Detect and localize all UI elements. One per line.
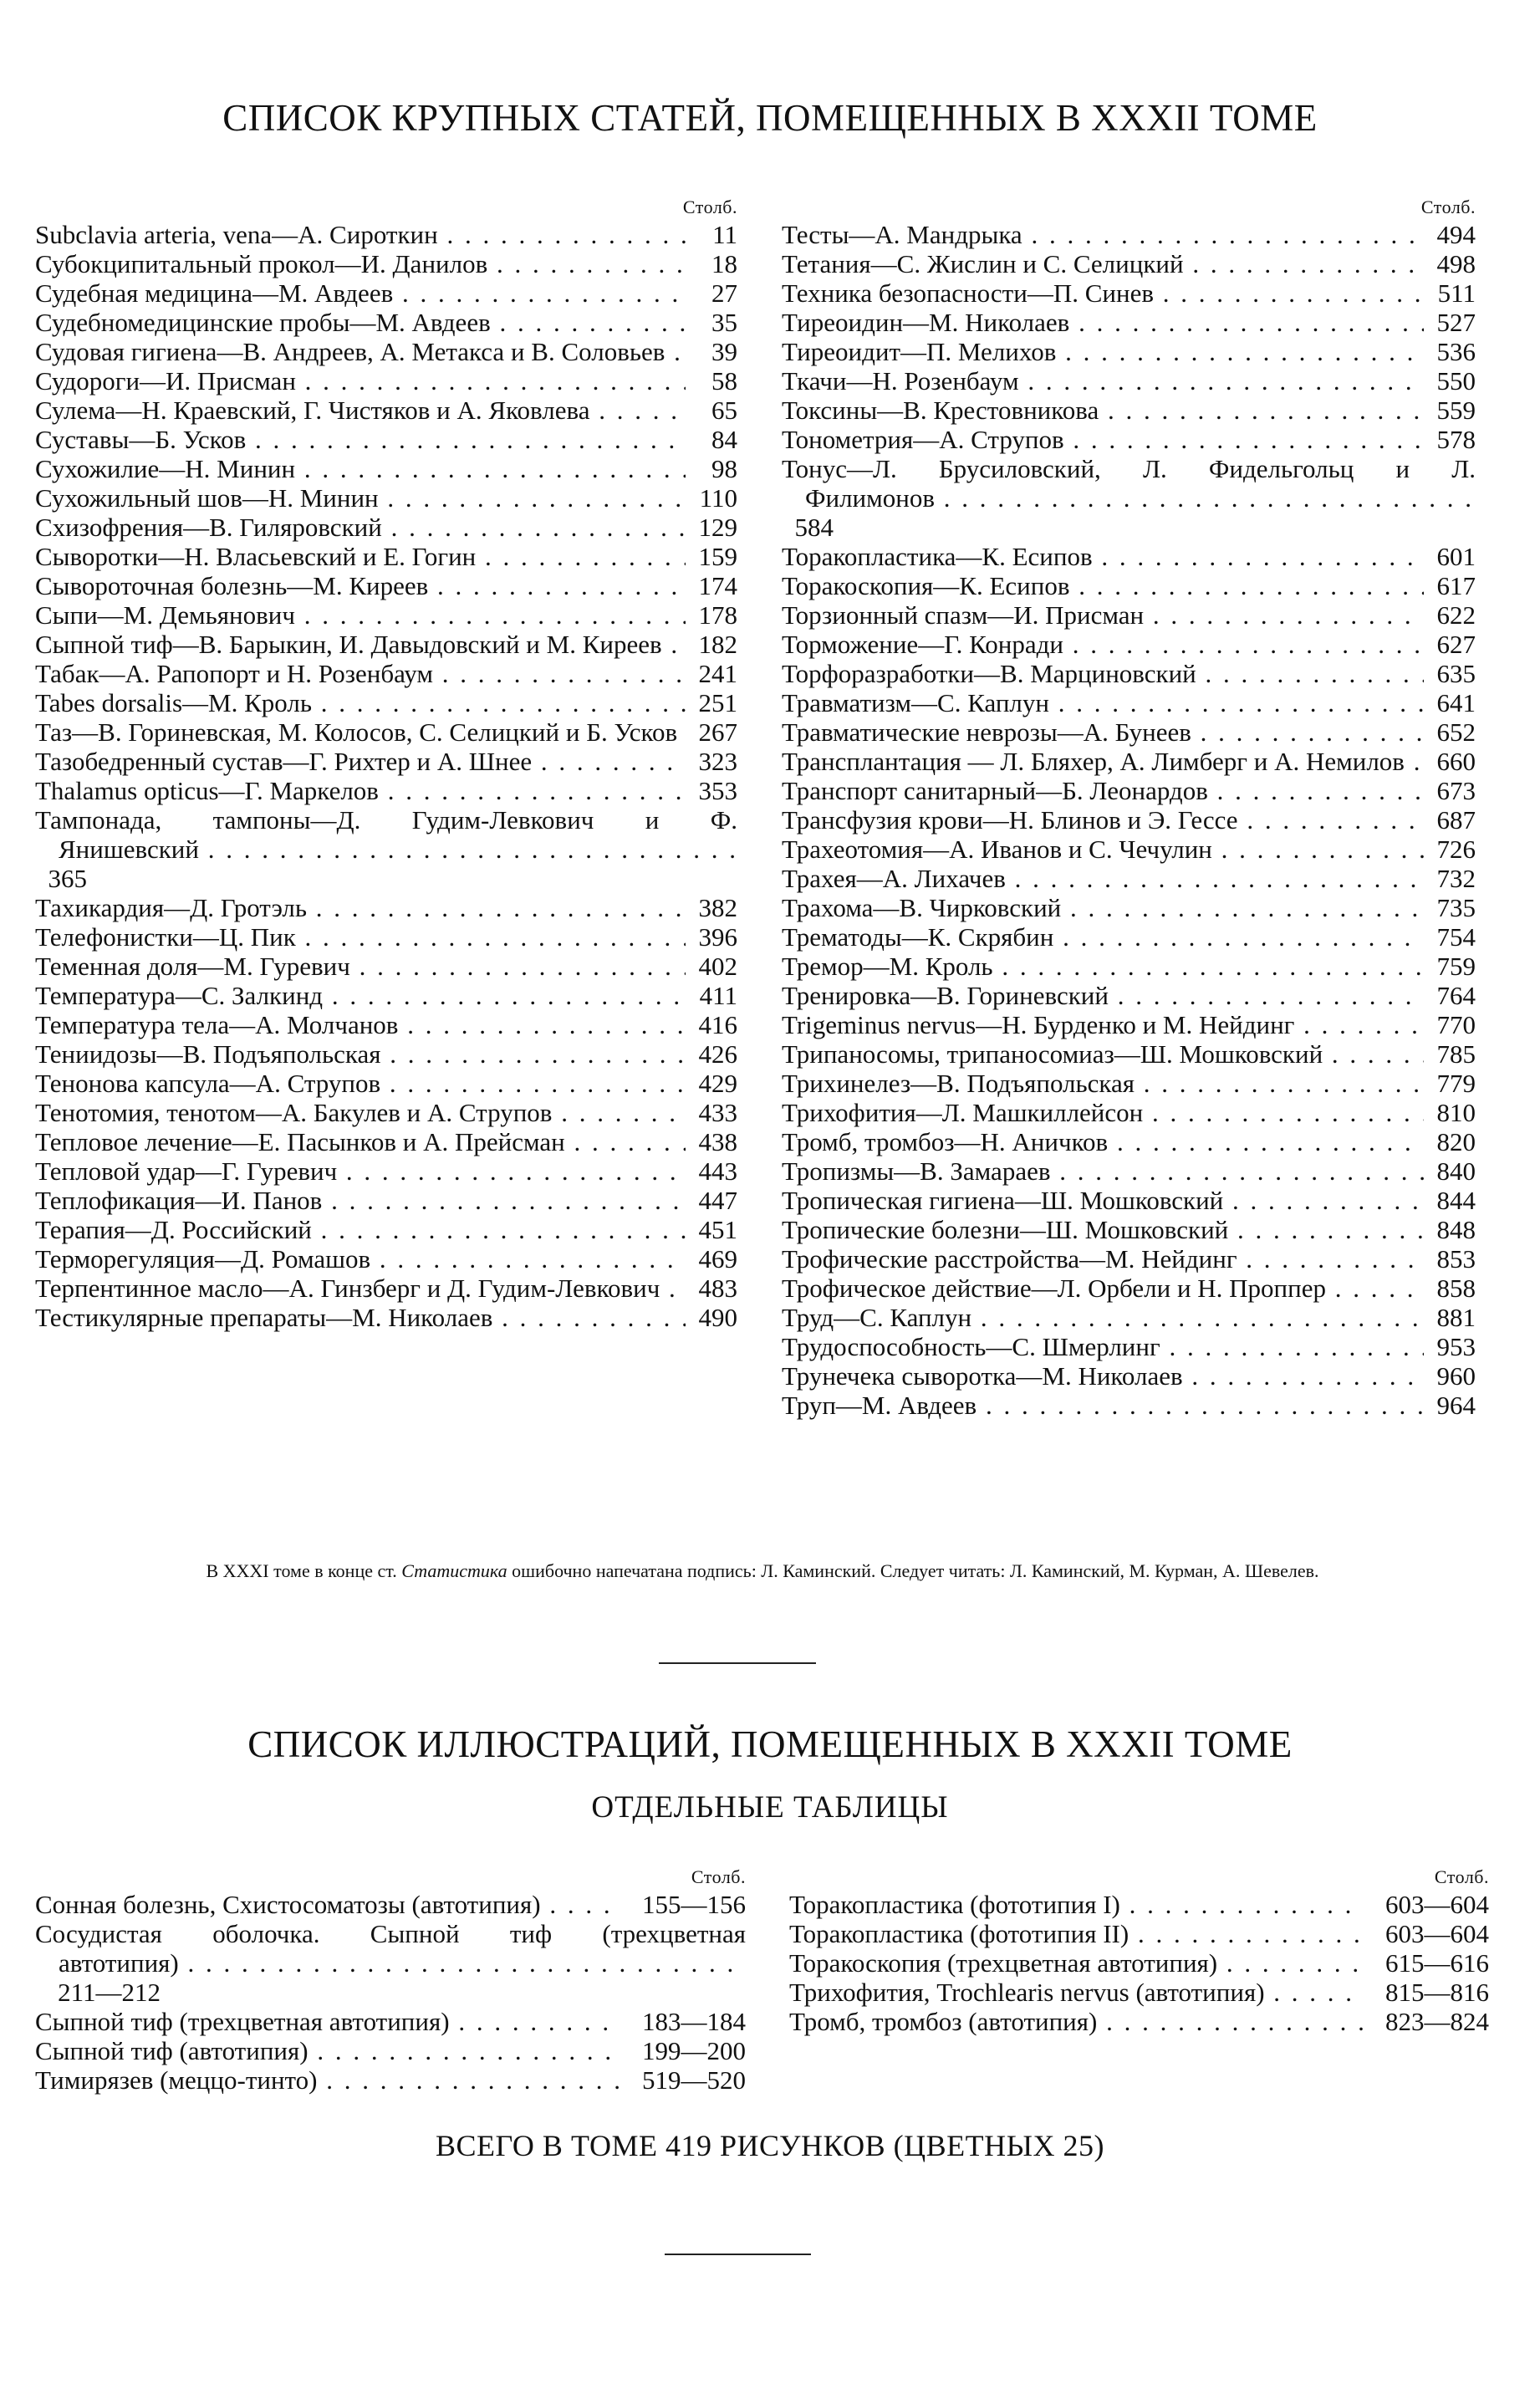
- index-entry: [782, 893, 1476, 922]
- index-entry: [35, 1010, 737, 1039]
- articles-left-column: [35, 197, 737, 1332]
- entry-title: Терапия—Д. Российский . . .: [35, 1215, 686, 1244]
- total-figures: ВСЕГО В ТОМЕ 419 РИСУНКОВ (ЦВЕТНЫХ 25): [436, 2129, 1104, 2162]
- entry-column-number: 483: [698, 1274, 737, 1303]
- index-entry: [35, 1919, 746, 2007]
- entry-title: Таз—В. Гориневская, М. Колосов, С. Селицкий и Б. Усков . . .: [35, 717, 686, 747]
- index-entry: [35, 630, 737, 659]
- entry-title: Тесты—А. Мандрыка . . .: [782, 220, 1424, 249]
- index-entry: [35, 396, 737, 425]
- index-entry: [782, 1303, 1476, 1332]
- entry-title: Тропические болезни—Ш. Мошковский . . .: [782, 1215, 1424, 1244]
- entry-title: Сыпи—М. Демьянович . . .: [35, 600, 686, 630]
- index-entry: [35, 893, 737, 922]
- entry-title: Трансфузия крови—Н. Блинов и Э. Гессе . . .: [782, 805, 1424, 835]
- index-entry: [782, 308, 1476, 337]
- index-entry: [789, 1948, 1489, 1978]
- index-entry: [782, 864, 1476, 893]
- index-entry: [782, 337, 1476, 366]
- entry-column-number: 953: [1436, 1332, 1476, 1361]
- entry-title: Схизофрения—В. Гиляровский . . .: [35, 513, 686, 542]
- column-header: Столб.: [691, 1866, 746, 1887]
- index-entry: [35, 981, 737, 1010]
- entry-column-number: 251: [698, 688, 737, 717]
- entry-title: Техника безопасности—П. Синев . . .: [782, 278, 1424, 308]
- entry-title: Травматические неврозы—А. Бунеев . . .: [782, 717, 1424, 747]
- entry-column-number: 785: [1436, 1039, 1476, 1069]
- entry-title: Trigeminus nervus—Н. Бурденко и М. Нейдинг . . .: [782, 1010, 1424, 1039]
- entry-title: Tabes dorsalis—М. Кроль . . .: [35, 688, 686, 717]
- index-entry: [35, 278, 737, 308]
- entry-title: Тетания—С. Жислин и С. Селицкий . . .: [782, 249, 1424, 278]
- index-entry: [35, 425, 737, 454]
- entry-column-number: 382: [698, 893, 737, 922]
- entry-title: Тестикулярные препараты—М. Николаев . . .: [35, 1303, 686, 1332]
- entry-column-number: 469: [698, 1244, 737, 1274]
- index-entry: [35, 571, 737, 600]
- entry-column-number: 735: [1436, 893, 1476, 922]
- entry-title: Сывороточная болезнь—М. Киреев . . .: [35, 571, 686, 600]
- entry-column-number: 844: [1436, 1186, 1476, 1215]
- entry-title: Терморегуляция—Д. Ромашов . . .: [35, 1244, 686, 1274]
- entry-column-number: 964: [1436, 1391, 1476, 1420]
- index-entry: [782, 542, 1476, 571]
- index-entry: [789, 1978, 1489, 2007]
- entry-column-number: 853: [1436, 1244, 1476, 1274]
- entry-title: Тепловое лечение—Е. Пасынков и А. Прейсман . . .: [35, 1127, 686, 1156]
- index-entry: [789, 2007, 1489, 2036]
- entry-title: Судороги—И. Присман . . .: [35, 366, 686, 396]
- index-entry: [782, 366, 1476, 396]
- entry-title: Травматизм—С. Каплун . . .: [782, 688, 1424, 717]
- entry-title: Сыпной тиф (автотипия) . . .: [35, 2036, 620, 2065]
- entry-column-number: 858: [1436, 1274, 1476, 1303]
- entry-title: Телефонистки—Ц. Пик . . .: [35, 922, 686, 952]
- entry-column-number: 673: [1436, 776, 1476, 805]
- index-entry: [35, 747, 737, 776]
- entry-title: Торзионный спазм—И. Присман . . .: [782, 600, 1424, 630]
- entry-column-number: 98: [711, 454, 737, 483]
- entry-title: Тромб, тромбоз—Н. Аничков . . .: [782, 1127, 1424, 1156]
- index-entry: [35, 542, 737, 571]
- entry-column-number: 451: [698, 1215, 737, 1244]
- entry-title: Янишевский . . .: [35, 835, 737, 864]
- entry-title: Токсины—В. Крестовникова . . .: [782, 396, 1424, 425]
- index-entry: [782, 630, 1476, 659]
- entry-column-number: 443: [698, 1156, 737, 1186]
- index-entry: [35, 2036, 746, 2065]
- index-entry: [782, 1098, 1476, 1127]
- entry-column-number: 641: [1436, 688, 1476, 717]
- entry-column-number: 416: [698, 1010, 737, 1039]
- entry-column-number: 652: [1436, 717, 1476, 747]
- entry-column-number: 660: [1436, 747, 1476, 776]
- entry-column-number: 635: [1436, 659, 1476, 688]
- entry-column-number: 511: [1437, 278, 1476, 308]
- entry-column-number: 178: [698, 600, 737, 630]
- index-entry: [782, 278, 1476, 308]
- index-entry: [35, 1215, 737, 1244]
- entry-column-number: 601: [1436, 542, 1476, 571]
- entry-title: Трахеотомия—А. Иванов и С. Чечулин . . .: [782, 835, 1424, 864]
- errata-part2: ошибочно напечатана подпись: Л. Каминский. Следует читать: Л. Каминский, М. Курман, А. Шевелев.: [512, 1560, 1319, 1581]
- entry-column-number: 779: [1436, 1069, 1476, 1098]
- entry-column-number: 110: [699, 483, 737, 513]
- entry-title: Трихофития—Л. Машкиллейсон . . .: [782, 1098, 1424, 1127]
- entry-column-number: 615—616: [1385, 1948, 1489, 1978]
- articles-right-column: [782, 197, 1476, 1420]
- index-entry: [782, 981, 1476, 1010]
- entry-title: Сыпной тиф—В. Барыкин, И. Давыдовский и М. Киреев . . .: [35, 630, 686, 659]
- index-entry: [782, 805, 1476, 835]
- entry-column-number: 411: [699, 981, 737, 1010]
- entry-title: Сулема—Н. Краевский, Г. Чистяков и А. Яковлева . . .: [35, 396, 686, 425]
- index-entry: [35, 337, 737, 366]
- column-header: Столб.: [1420, 197, 1476, 217]
- index-entry: [35, 1890, 746, 1919]
- entry-column-number: 396: [698, 922, 737, 952]
- entry-column-number: 498: [1436, 249, 1476, 278]
- entry-column-number: 627: [1436, 630, 1476, 659]
- index-entry: [782, 1127, 1476, 1156]
- index-entry: [782, 922, 1476, 952]
- entry-title: Тепловой удар—Г. Гуревич . . .: [35, 1156, 686, 1186]
- entry-column-number: 536: [1436, 337, 1476, 366]
- entry-title: Тахикардия—Д. Гротэль . . .: [35, 893, 686, 922]
- entry-column-number: 353: [698, 776, 737, 805]
- entry-title: Тазобедренный сустав—Г. Рихтер и А. Шнее . . .: [35, 747, 686, 776]
- index-entry: [782, 1010, 1476, 1039]
- entry-title: Торфоразработки—В. Марциновский . . .: [782, 659, 1424, 688]
- entry-column-number: 35: [711, 308, 737, 337]
- entry-title: Сухожильный шов—Н. Минин . . .: [35, 483, 686, 513]
- entry-title: Тропизмы—В. Замараев . . .: [782, 1156, 1424, 1186]
- index-entry: [35, 1303, 737, 1332]
- index-entry: [789, 1919, 1489, 1948]
- index-entry: [35, 483, 737, 513]
- entry-column-number: 58: [711, 366, 737, 396]
- column-header: Столб.: [1434, 1866, 1489, 1887]
- entry-column-number: 578: [1436, 425, 1476, 454]
- entry-title: Тремор—М. Кроль . . .: [782, 952, 1424, 981]
- entry-column-number: 527: [1436, 308, 1476, 337]
- index-entry: [782, 659, 1476, 688]
- errata-part1: В XXXI томе в конце ст.: [206, 1560, 397, 1581]
- entry-column-number: 211—212: [58, 1978, 161, 2007]
- entry-title: Труд—С. Каплун . . .: [782, 1303, 1424, 1332]
- entry-title: Табак—А. Рапопорт и Н. Розенбаум . . .: [35, 659, 686, 688]
- entry-title: Торакоскопия (трехцветная автотипия) . . .: [789, 1948, 1364, 1978]
- entry-column-number: 323: [698, 747, 737, 776]
- index-entry: [782, 835, 1476, 864]
- index-entry: [782, 1069, 1476, 1098]
- index-entry: [782, 747, 1476, 776]
- entry-column-number: 559: [1436, 396, 1476, 425]
- entry-column-number: 18: [711, 249, 737, 278]
- index-entry: [782, 1391, 1476, 1420]
- entry-column-number: 490: [698, 1303, 737, 1332]
- entry-title: Тромб, тромбоз (автотипия) . . .: [789, 2007, 1364, 2036]
- entry-title: Трахея—А. Лихачев . . .: [782, 864, 1424, 893]
- entry-title: Трипаносомы, трипаносомиаз—Ш. Мошковский . . .: [782, 1039, 1424, 1069]
- entry-column-number: 84: [711, 425, 737, 454]
- errata-article-name: Статистика: [401, 1560, 507, 1581]
- index-entry: [35, 249, 737, 278]
- entry-title: Судебномедицинские пробы—М. Авдеев . . .: [35, 308, 686, 337]
- index-entry: [35, 2007, 746, 2036]
- entry-title: Тенотомия, тенотом—А. Бакулев и А. Струпов . . .: [35, 1098, 686, 1127]
- index-entry: [35, 1039, 737, 1069]
- entry-column-number: 848: [1436, 1215, 1476, 1244]
- entry-title: Ткачи—Н. Розенбаум . . .: [782, 366, 1424, 396]
- index-entry: [35, 805, 737, 893]
- entry-title: Трофическое действие—Л. Орбели и Н. Проппер . . .: [782, 1274, 1424, 1303]
- entry-column-number: 622: [1436, 600, 1476, 630]
- entry-column-number: 881: [1436, 1303, 1476, 1332]
- entry-column-number: 617: [1436, 571, 1476, 600]
- index-entry: [782, 1156, 1476, 1186]
- entry-column-number: 770: [1436, 1010, 1476, 1039]
- index-entry: [35, 220, 737, 249]
- entry-title: Торакопластика (фототипия II) . . .: [789, 1919, 1364, 1948]
- entry-title: Терпентинное масло—А. Гинзберг и Д. Гудим-Левкович . . .: [35, 1274, 686, 1303]
- entry-column-number: 27: [711, 278, 737, 308]
- entry-title: Тиреоидит—П. Мелихов . . .: [782, 337, 1424, 366]
- entry-column-number: 426: [698, 1039, 737, 1069]
- index-entry: [35, 952, 737, 981]
- entry-column-number: 199—200: [642, 2036, 746, 2065]
- entry-column-number: 365: [48, 864, 87, 893]
- index-entry: [35, 454, 737, 483]
- entry-title: Труп—М. Авдеев . . .: [782, 1391, 1424, 1420]
- entry-column-number: 447: [698, 1186, 737, 1215]
- index-entry: [35, 688, 737, 717]
- index-entry: [782, 717, 1476, 747]
- entry-title: Филимонов . . .: [782, 483, 1476, 513]
- index-entry: [782, 1274, 1476, 1303]
- divider: [659, 1662, 816, 1664]
- entry-title: Трофические расстройства—М. Нейдинг . . .: [782, 1244, 1424, 1274]
- index-entry: [782, 249, 1476, 278]
- entry-column-number: 820: [1436, 1127, 1476, 1156]
- errata-note: [35, 1559, 1490, 1583]
- index-entry: [782, 1039, 1476, 1069]
- index-entry: [35, 922, 737, 952]
- entry-title: автотипия) . . .: [35, 1948, 746, 1978]
- entry-column-number: 603—604: [1385, 1890, 1489, 1919]
- entry-column-number: 494: [1436, 220, 1476, 249]
- entry-title: Тениидозы—В. Подъяпольская . . .: [35, 1039, 686, 1069]
- index-entry: [782, 1215, 1476, 1244]
- entry-column-number: 584: [794, 513, 834, 542]
- entry-column-number: 823—824: [1385, 2007, 1489, 2036]
- entry-title: Трансплантация — Л. Бляхер, А. Лимберг и А. Немилов . . .: [782, 747, 1424, 776]
- entry-title: Сыпной тиф (трехцветная автотипия) . . .: [35, 2007, 620, 2036]
- entry-title: Тимирязев (меццо-тинто) . . .: [35, 2065, 620, 2095]
- entry-column-number: 840: [1436, 1156, 1476, 1186]
- entry-column-number: 65: [711, 396, 737, 425]
- entry-title: Суставы—Б. Усков . . .: [35, 425, 686, 454]
- index-entry: [35, 1127, 737, 1156]
- entry-title: Сухожилие—Н. Минин . . .: [35, 454, 686, 483]
- illustrations-title: СПИСОК ИЛЛЮСТРАЦИЙ, ПОМЕЩЕННЫХ В XXXII ТОМЕ: [247, 1723, 1293, 1765]
- index-entry: [35, 513, 737, 542]
- index-entry: [782, 1186, 1476, 1215]
- index-entry: [35, 1098, 737, 1127]
- entry-column-number: 433: [698, 1098, 737, 1127]
- entry-title-wrapped-lines: Тонус—Л. Брусиловский, Л. Фидельгольц и Л.: [782, 454, 1476, 483]
- entry-title: Транспорт санитарный—Б. Леонардов . . .: [782, 776, 1424, 805]
- entry-column-number: 960: [1436, 1361, 1476, 1391]
- entry-title: Температура—С. Залкинд . . .: [35, 981, 686, 1010]
- entry-column-number: 519—520: [642, 2065, 746, 2095]
- entry-column-number: 174: [698, 571, 737, 600]
- entry-column-number: 810: [1436, 1098, 1476, 1127]
- index-entry: [35, 366, 737, 396]
- index-entry: [782, 425, 1476, 454]
- index-entry: [35, 1244, 737, 1274]
- index-entry: [782, 396, 1476, 425]
- entry-column-number: 726: [1436, 835, 1476, 864]
- articles-title: СПИСОК КРУПНЫХ СТАТЕЙ, ПОМЕЩЕННЫХ В XXXII ТОМЕ: [222, 97, 1318, 139]
- entry-title: Трематоды—К. Скрябин . . .: [782, 922, 1424, 952]
- index-entry: [789, 1890, 1489, 1919]
- entry-column-number: 402: [698, 952, 737, 981]
- entry-title: Судовая гигиена—В. Андреев, А. Метакса и В. Соловьев . . .: [35, 337, 686, 366]
- entry-title: Тенонова капсула—А. Струпов . . .: [35, 1069, 686, 1098]
- entry-column-number: 159: [698, 542, 737, 571]
- index-entry: [35, 659, 737, 688]
- index-entry: [35, 308, 737, 337]
- column-header: Столб.: [682, 197, 737, 217]
- entry-title-wrapped-lines: Тампонада, тампоны—Д. Гудим-Левкович и Ф.: [35, 805, 737, 835]
- index-entry: [35, 717, 737, 747]
- entry-column-number: 603—604: [1385, 1919, 1489, 1948]
- index-entry: [782, 776, 1476, 805]
- entry-title: Торакопластика—К. Есипов . . .: [782, 542, 1424, 571]
- index-entry: [35, 2065, 746, 2095]
- entry-column-number: 429: [698, 1069, 737, 1098]
- entry-title: Трахома—В. Чирковский . . .: [782, 893, 1424, 922]
- index-entry: [782, 220, 1476, 249]
- entry-column-number: 550: [1436, 366, 1476, 396]
- entry-title: Судебная медицина—М. Авдеев . . .: [35, 278, 686, 308]
- entry-title-wrapped-lines: Сосудистая оболочка. Сыпной тиф (трехцветная: [35, 1919, 746, 1948]
- entry-title: Thalamus opticus—Г. Маркелов . . .: [35, 776, 686, 805]
- entry-title: Subclavia arteria, vena—А. Сироткин . . .: [35, 220, 686, 249]
- index-entry: [782, 571, 1476, 600]
- entry-title: Теплофикация—И. Панов . . .: [35, 1186, 686, 1215]
- index-entry: [35, 776, 737, 805]
- entry-title: Трихофития, Trochlearis nervus (автотипия) . . .: [789, 1978, 1364, 2007]
- entry-column-number: 438: [698, 1127, 737, 1156]
- index-entry: [782, 1332, 1476, 1361]
- entry-column-number: 759: [1436, 952, 1476, 981]
- entry-title: Температура тела—А. Молчанов . . .: [35, 1010, 686, 1039]
- entry-column-number: 815—816: [1385, 1978, 1489, 2007]
- entry-title: Теменная доля—М. Гуревич . . .: [35, 952, 686, 981]
- entry-column-number: 39: [711, 337, 737, 366]
- entry-title: Тренировка—В. Гориневский . . .: [782, 981, 1424, 1010]
- entry-column-number: 11: [712, 220, 737, 249]
- entry-column-number: 241: [698, 659, 737, 688]
- index-entry: [35, 600, 737, 630]
- entry-title: Трудоспособность—С. Шмерлинг . . .: [782, 1332, 1424, 1361]
- entry-title: Сонная болезнь, Схистосоматозы (автотипия) . . .: [35, 1890, 620, 1919]
- entry-column-number: 754: [1436, 922, 1476, 952]
- entry-title: Тропическая гигиена—Ш. Мошковский . . .: [782, 1186, 1424, 1215]
- entry-column-number: 129: [698, 513, 737, 542]
- index-entry: [35, 1274, 737, 1303]
- index-entry: [782, 952, 1476, 981]
- index-entry: [35, 1156, 737, 1186]
- entry-title: Тиреоидин—М. Николаев . . .: [782, 308, 1424, 337]
- entry-column-number: 267: [698, 717, 737, 747]
- illustrations-subtitle: ОТДЕЛЬНЫЕ ТАБЛИЦЫ: [591, 1790, 949, 1825]
- index-entry: [782, 688, 1476, 717]
- entry-title: Субокципитальный прокол—И. Данилов . . .: [35, 249, 686, 278]
- divider: [665, 2254, 811, 2255]
- index-entry: [782, 1361, 1476, 1391]
- entry-title: Торможение—Г. Конради . . .: [782, 630, 1424, 659]
- index-entry: [782, 600, 1476, 630]
- entry-column-number: 182: [698, 630, 737, 659]
- entry-title: Сыворотки—Н. Власьевский и Е. Гогин . . .: [35, 542, 686, 571]
- entry-column-number: 764: [1436, 981, 1476, 1010]
- entry-column-number: 183—184: [642, 2007, 746, 2036]
- entry-column-number: 687: [1436, 805, 1476, 835]
- illustrations-right-column: [789, 1866, 1489, 2036]
- index-entry: [35, 1069, 737, 1098]
- index-entry: [782, 1244, 1476, 1274]
- entry-column-number: 155—156: [642, 1890, 746, 1919]
- entry-title: Трихинелез—В. Подъяпольская . . .: [782, 1069, 1424, 1098]
- entry-title: Тонометрия—А. Струпов . . .: [782, 425, 1424, 454]
- entry-title: Трунечека сыворотка—М. Николаев . . .: [782, 1361, 1424, 1391]
- entry-title: Торакоскопия—К. Есипов . . .: [782, 571, 1424, 600]
- entry-column-number: 732: [1436, 864, 1476, 893]
- entry-title: Торакопластика (фототипия I) . . .: [789, 1890, 1364, 1919]
- index-entry: [782, 454, 1476, 542]
- illustrations-left-column: [35, 1866, 746, 2095]
- index-entry: [35, 1186, 737, 1215]
